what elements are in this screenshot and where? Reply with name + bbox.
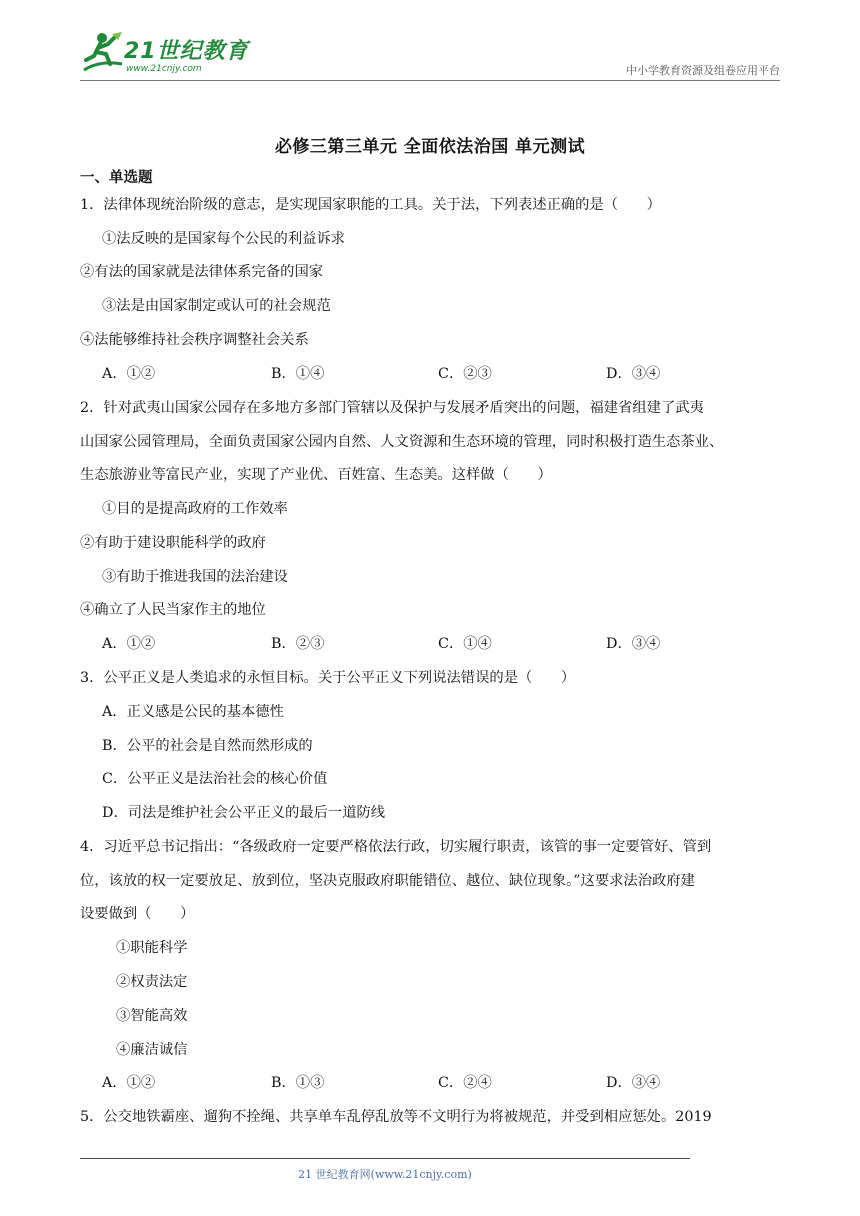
question-3-option-d[interactable]: D．司法是维护社会公平正义的最后一道防线	[102, 805, 386, 821]
site-logo	[80, 30, 250, 78]
question-2-stem-line-1: 2．针对武夷山国家公园存在多地方多部门管辖以及保护与发展矛盾突出的问题，福建省组建了武夷	[80, 400, 704, 416]
header-divider	[80, 80, 780, 81]
question-3-option-b[interactable]: B．公平的社会是自然而然形成的	[102, 738, 313, 754]
question-4-statement-3: ③智能高效	[116, 1008, 188, 1024]
question-1-statement-1: ①法反映的是国家每个公民的利益诉求	[102, 231, 346, 247]
question-4-statement-1: ①职能科学	[116, 940, 188, 956]
platform-tagline: 中小学教育资源及组卷应用平台	[626, 64, 780, 77]
question-2-statement-4: ④确立了人民当家作主的地位	[80, 602, 266, 618]
question-4-stem-line-2: 位，该放的权一定要放足、放到位，坚决克服政府职能错位、越位、缺位现象。”这要求法治政府建	[80, 873, 695, 889]
question-1-option-c[interactable]: C．②③	[438, 366, 492, 382]
question-1-option-d[interactable]: D．③④	[606, 366, 661, 382]
question-2-statement-1: ①目的是提高政府的工作效率	[102, 501, 288, 517]
question-2-option-b[interactable]: B．②③	[271, 636, 325, 652]
question-2-stem-line-2: 山国家公园管理局，全面负责国家公园内自然、人文资源和生态环境的管理，同时积极打造生态茶业、	[80, 434, 724, 450]
question-1-statement-2: ②有法的国家就是法律体系完备的国家	[80, 264, 324, 280]
question-2-option-d[interactable]: D．③④	[606, 636, 661, 652]
section-heading: 一、单选题	[80, 170, 153, 186]
question-4-option-a[interactable]: A．①②	[102, 1075, 156, 1091]
question-3-option-c[interactable]: C．公平正义是法治社会的核心价值	[102, 771, 328, 787]
page-footer: 21 世纪教育网(www.21cnjy.com)	[298, 1168, 472, 1181]
question-1-option-b[interactable]: B．①④	[271, 366, 325, 382]
question-2-statement-2: ②有助于建设职能科学的政府	[80, 535, 266, 551]
question-1-statement-3: ③法是由国家制定或认可的社会规范	[102, 298, 331, 314]
question-4-option-b[interactable]: B．①③	[271, 1075, 325, 1091]
question-4-stem-line-1: 4．习近平总书记指出：“各级政府一定要严格依法行政，切实履行职责，该管的事一定要管好、管到	[80, 839, 712, 855]
question-4-statement-2: ②权责法定	[116, 974, 188, 990]
question-3-stem-line-1: 3．公平正义是人类追求的永恒目标。关于公平正义下列说法错误的是（ ）	[80, 670, 576, 686]
question-2-statement-3: ③有助于推进我国的法治建设	[102, 569, 288, 585]
question-1-option-a[interactable]: A．①②	[102, 366, 156, 382]
logo-text: 21世纪教育	[124, 39, 249, 64]
question-1-statement-4: ④法能够维持社会秩序调整社会关系	[80, 332, 309, 348]
runner-logo-icon	[80, 30, 126, 76]
question-4-option-c[interactable]: C．②④	[438, 1075, 492, 1091]
question-4-statement-4: ④廉洁诚信	[116, 1042, 188, 1058]
question-2-option-c[interactable]: C．①④	[438, 636, 492, 652]
page-header	[80, 30, 780, 82]
page-title: 必修三第三单元 全面依法治国 单元测试	[274, 137, 586, 157]
question-5-stem-line-1: 5．公交地铁霸座、遛狗不拴绳、共享单车乱停乱放等不文明行为将被规范，并受到相应惩处。2019	[80, 1109, 712, 1125]
question-4-option-d[interactable]: D．③④	[606, 1075, 661, 1091]
question-2-option-a[interactable]: A．①②	[102, 636, 156, 652]
question-1-stem-line-1: 1．法律体现统治阶级的意志，是实现国家职能的工具。关于法，下列表述正确的是（ ）	[80, 197, 661, 213]
question-2-stem-line-3: 生态旅游业等富民产业，实现了产业优、百姓富、生态美。这样做（ ）	[80, 467, 552, 483]
logo-subtext: www.21cnjy.com	[126, 64, 202, 74]
question-4-stem-line-3: 设要做到（ ）	[80, 906, 195, 922]
question-3-option-a[interactable]: A．正义感是公民的基本德性	[102, 704, 284, 720]
footer-divider	[80, 1158, 690, 1159]
